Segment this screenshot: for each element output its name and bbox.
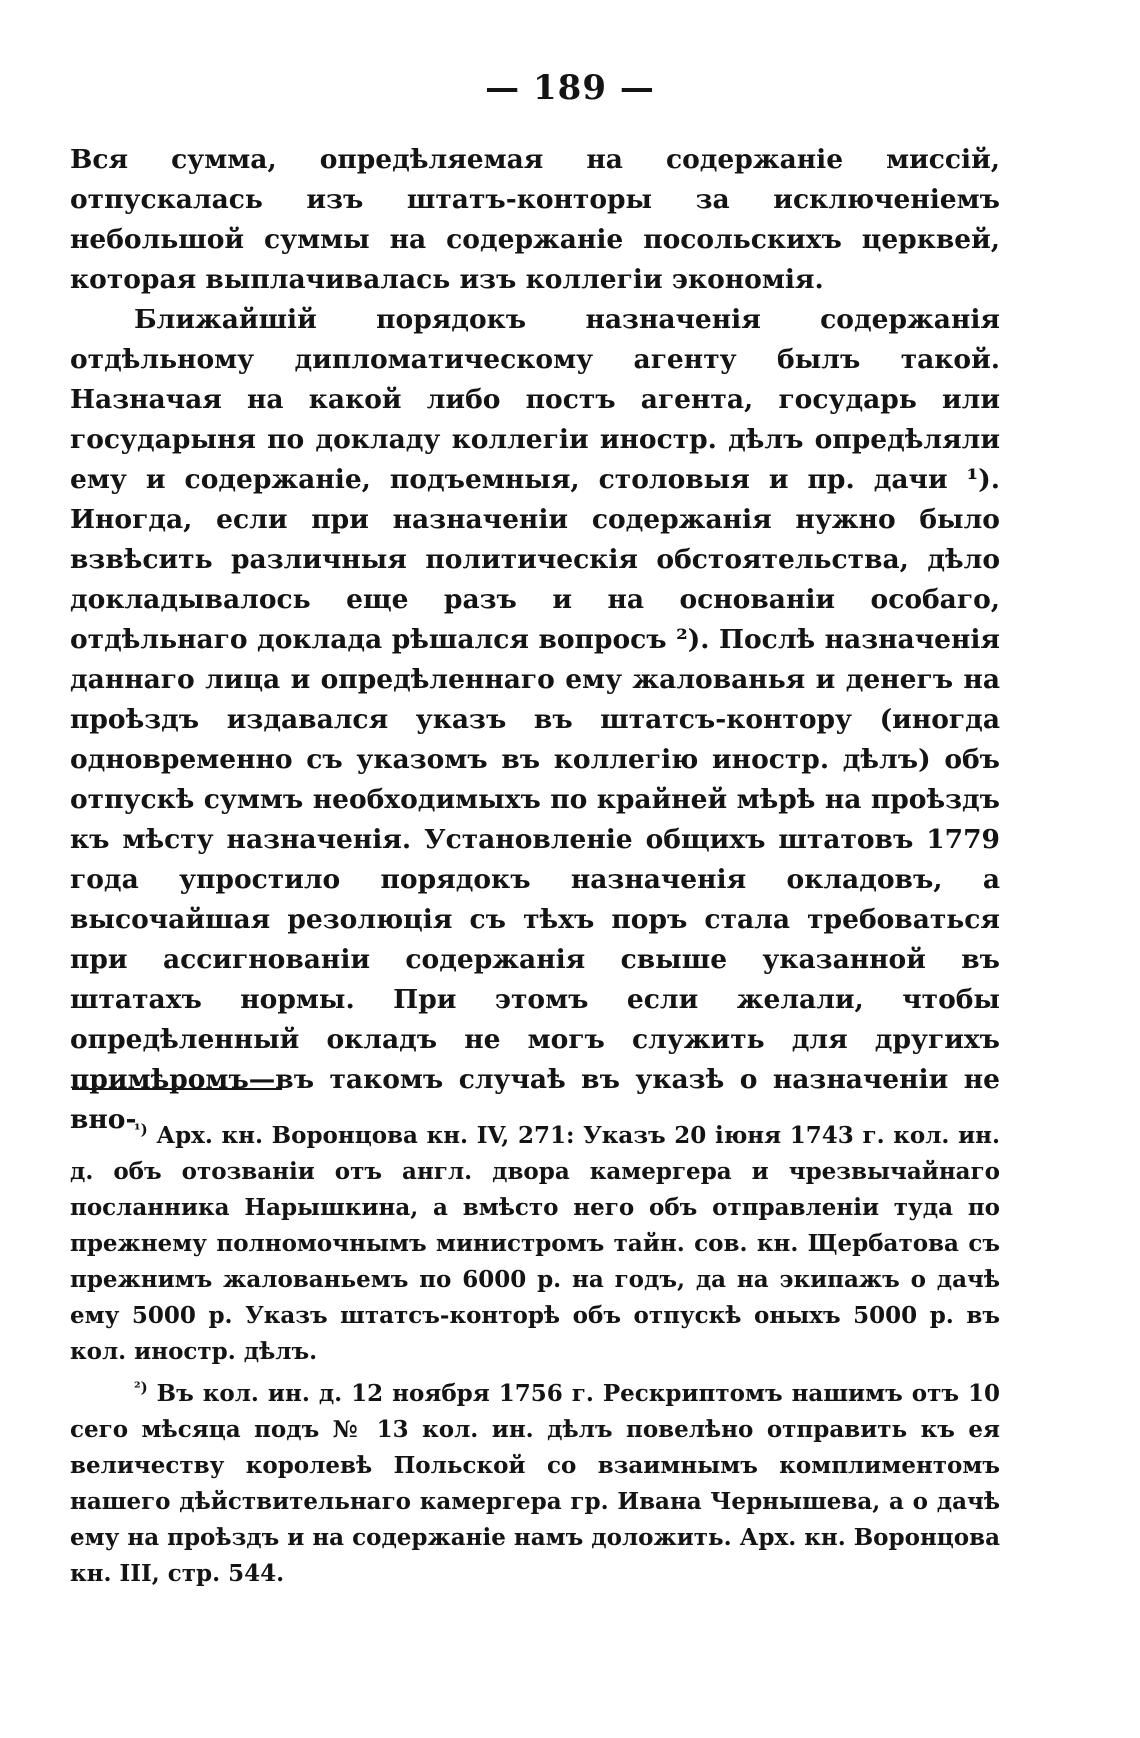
footnote-separator <box>72 1088 282 1090</box>
paragraph-1: Вся сумма, опредѣляемая на содержаніе миссій, отпускалась изъ штатъ-конторы за исключеніемъ небольшой суммы на содержаніе посольскихъ церквей, которая выплачивалась изъ коллегіи экономія. <box>70 144 1000 295</box>
footnotes <box>70 1118 1000 1598</box>
paragraph-2: Ближайшій порядокъ назначенія содержанія отдѣльному дипломатическому агенту былъ такой. Назначая на какой либо постъ агента, государь или государыня по докладу коллегіи иностр. дѣлъ опредѣляли ему и содержаніе, подъемныя, столовыя и пр. дачи ¹). Иногда, если при назначеніи содержанія нужно было взвѣсить различныя политическія обстоятельства, дѣло докладывалось еще разъ и на основаніи особаго, отдѣльнаго доклада рѣшался вопросъ ²). Послѣ назначенія даннаго лица и опредѣленнаго ему жалованья и денегъ на проѣздъ издавался указъ въ штатсъ-контору (иногда одновременно съ указомъ въ коллегію иностр. дѣлъ) объ отпускѣ суммъ необходимыхъ по крайней мѣрѣ на проѣздъ къ мѣсту назначенія. Установленіе общихъ штатовъ 1779 года упростило порядокъ назначенія окладовъ, а высочайшая резолюція съ тѣхъ поръ стала требоваться при ассигнованіи содержанія свыше указанной въ штатахъ нормы. При этомъ если желали, чтобы опредѣленный окладъ не могъ служить для другихъ примѣромъ—въ такомъ случаѣ въ указѣ о назначеніи не вно- <box>70 304 1000 1135</box>
footnote-1 <box>70 1118 1000 1370</box>
page-number: — 189 — <box>485 68 655 108</box>
footnote-1-mark: ¹) <box>134 1120 148 1139</box>
footnote-2 <box>70 1376 1000 1592</box>
footnote-1-text: Арх. кн. Воронцова кн. IV, 271: Указъ 20 іюня 1743 г. кол. ин. д. объ отозваніи отъ англ. двора камергера и чрезвычайнаго посланника Нарышкина, а вмѣсто него объ отправленіи туда по прежнему полномочнымъ министромъ тайн. сов. кн. Щербатова съ прежнимъ жалованьемъ по 6000 р. на годъ, да на экипажъ о дачѣ ему 5000 р. Указъ штатсъ-конторѣ объ отпускѣ оныхъ 5000 р. въ кол. иностр. дѣлъ. <box>70 1122 1000 1365</box>
footnote-2-text: Въ кол. ин. д. 12 ноября 1756 г. Рескриптомъ нашимъ отъ 10 сего мѣсяца подъ № 13 кол. ин. дѣлъ повелѣно отправить къ ея величеству королевѣ Польской со взаимнымъ комплиментомъ нашего дѣйствительнаго камергера гр. Ивана Чернышева, а о дачѣ ему на проѣздъ и на содержаніе намъ доложить. Арх. кн. Воронцова кн. III, стр. 544. <box>70 1380 1000 1587</box>
footnote-2-mark: ²) <box>134 1378 148 1397</box>
main-text <box>70 140 1000 1140</box>
